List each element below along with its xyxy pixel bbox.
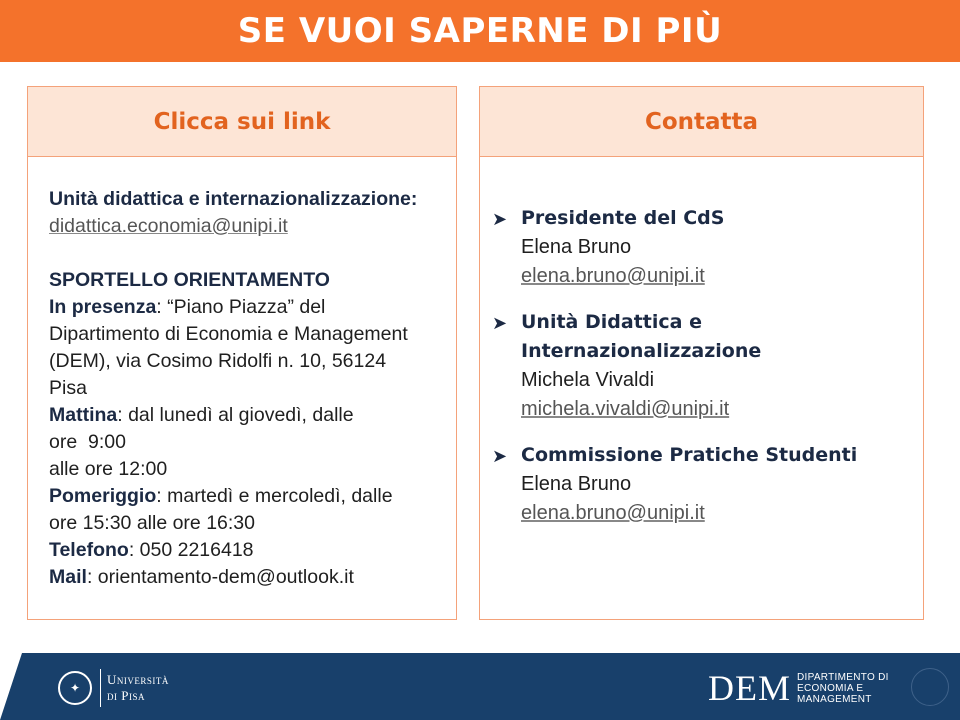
contact-title: Presidente del CdS bbox=[521, 207, 725, 229]
university-seal-icon: ✦ bbox=[58, 671, 92, 705]
mail-label: Mail bbox=[49, 566, 87, 588]
presenza-text: Dipartimento di Economia e Management bbox=[49, 323, 408, 345]
telefono-value: : 050 2216418 bbox=[128, 539, 254, 561]
links-panel-header: Clicca sui link bbox=[28, 87, 456, 157]
pomeriggio-text: : martedì e mercoledì, dalle bbox=[156, 485, 393, 507]
presenza-label: In presenza bbox=[49, 296, 157, 318]
links-panel bbox=[27, 86, 457, 620]
mattina-text: alle ore 12:00 bbox=[49, 458, 168, 480]
contact-email-link[interactable]: elena.bruno@unipi.it bbox=[521, 502, 705, 524]
arrow-bullet-icon: ➤ bbox=[492, 446, 508, 466]
footer-corner bbox=[0, 653, 22, 720]
contact-item bbox=[492, 204, 923, 291]
university-name: Università bbox=[107, 672, 169, 687]
dem-name: ECONOMIA E bbox=[797, 682, 864, 694]
contact-item bbox=[492, 308, 923, 424]
presenza-text: Pisa bbox=[49, 377, 87, 399]
mail-value: : orientamento-dem@outlook.it bbox=[86, 566, 354, 588]
dem-mark: DEM bbox=[708, 668, 791, 708]
pomeriggio-text: ore 15:30 alle ore 16:30 bbox=[49, 512, 255, 534]
page-title: SE VUOI SAPERNE DI PIÙ bbox=[0, 0, 960, 62]
contact-name: Elena Bruno bbox=[521, 473, 632, 495]
university-name: di Pisa bbox=[107, 688, 145, 703]
contact-title: Internazionalizzazione bbox=[521, 340, 762, 362]
contacts-panel bbox=[479, 86, 924, 620]
contacts-panel-body bbox=[480, 157, 923, 528]
sportello-title: SPORTELLO ORIENTAMENTO bbox=[49, 269, 330, 291]
contact-item bbox=[492, 441, 923, 528]
contact-name: Elena Bruno bbox=[521, 236, 632, 258]
dem-name: DIPARTIMENTO DI bbox=[797, 671, 889, 683]
links-panel-body bbox=[28, 157, 456, 591]
unit-email-link[interactable]: didattica.economia@unipi.it bbox=[49, 215, 288, 237]
presenza-text: : “Piano Piazza” del bbox=[156, 296, 326, 318]
contacts-panel-header: Contatta bbox=[480, 87, 923, 157]
contact-email-link[interactable]: michela.vivaldi@unipi.it bbox=[521, 398, 730, 420]
mattina-label: Mattina bbox=[49, 404, 118, 426]
dem-logo bbox=[708, 666, 889, 710]
dem-seal-icon bbox=[911, 668, 949, 706]
contact-email-link[interactable]: elena.bruno@unipi.it bbox=[521, 265, 705, 287]
mattina-text: ore 9:00 bbox=[49, 431, 126, 453]
unit-label: Unità didattica e internazionalizzazione: bbox=[49, 188, 418, 210]
arrow-bullet-icon: ➤ bbox=[492, 313, 508, 333]
arrow-bullet-icon: ➤ bbox=[492, 209, 508, 229]
contact-name: Michela Vivaldi bbox=[521, 369, 655, 391]
logo-divider bbox=[100, 669, 101, 707]
university-logo bbox=[58, 665, 169, 711]
presenza-text: (DEM), via Cosimo Ridolfi n. 10, 56124 bbox=[49, 350, 387, 372]
contact-title: Unità Didattica e bbox=[521, 311, 702, 333]
pomeriggio-label: Pomeriggio bbox=[49, 485, 157, 507]
telefono-label: Telefono bbox=[49, 539, 129, 561]
mattina-text: : dal lunedì al giovedì, dalle bbox=[117, 404, 354, 426]
contact-title: Commissione Pratiche Studenti bbox=[521, 444, 858, 466]
dem-name: MANAGEMENT bbox=[797, 693, 872, 705]
